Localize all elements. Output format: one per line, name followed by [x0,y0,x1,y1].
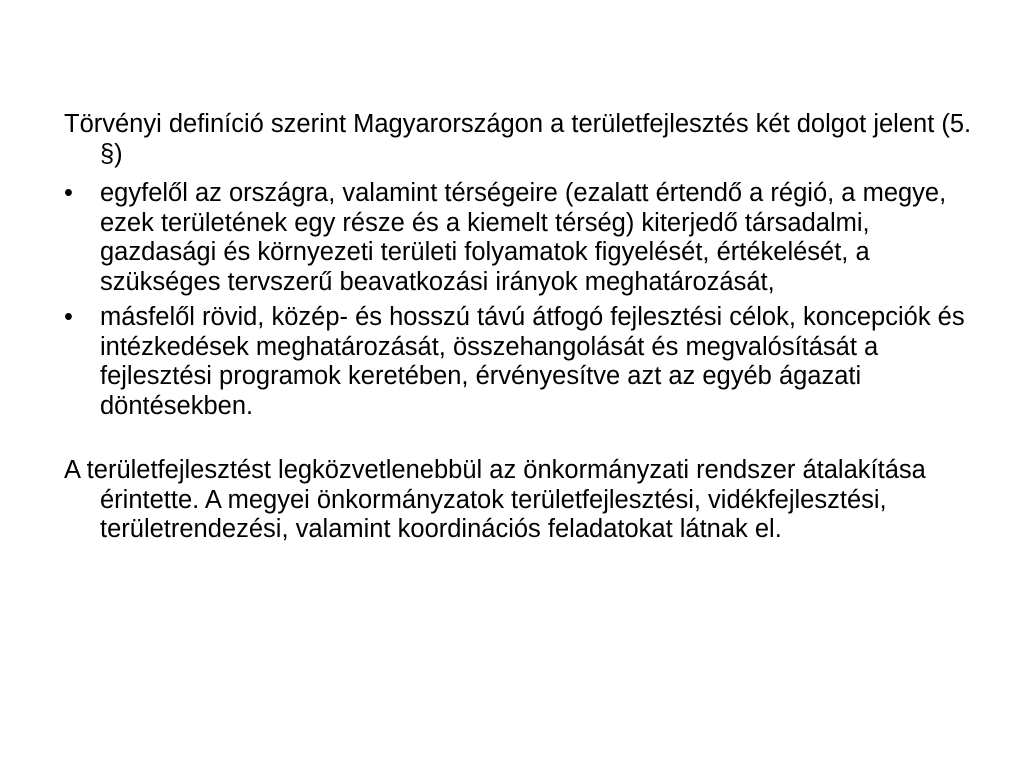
bullet-icon: • [64,179,73,207]
bullet-list [64,179,974,421]
list-item [64,303,974,421]
paragraph-spacer [64,427,974,456]
closing-paragraph: A területfejlesztést legközvetlenebbül az önkormányzati rendszer átalakítása érintette. A megyei önkormányzatok területfejlesztési, vidékfejlesztési, területrendezési, valamint koordinációs feladatokat látnak el. [64,456,926,543]
list-item [64,179,974,297]
bullet-icon: • [64,303,73,331]
intro-paragraph: Törvényi definíció szerint Magyarországon a területfejlesztés két dolgot jelent (5. §) [64,110,972,168]
slide-content [64,110,974,545]
list-item-text: egyfelől az országra, valamint térségeire (ezalatt értendő a régió, a megye, ezek területének egy része és a kiemelt térség) kiterjedő társadalmi, gazdasági és környezeti területi folyamatok figyelését, értékelését, a szükséges tervszerű beavatkozási irányok meghatározását, [100,179,947,296]
list-item-text: másfelől rövid, közép- és hosszú távú átfogó fejlesztési célok, koncepciók és intézkedések meghatározását, összehangolását és megvalósítását a fejlesztési programok keretében, érvényesítve azt az egyéb ágazati döntésekben. [100,303,965,420]
